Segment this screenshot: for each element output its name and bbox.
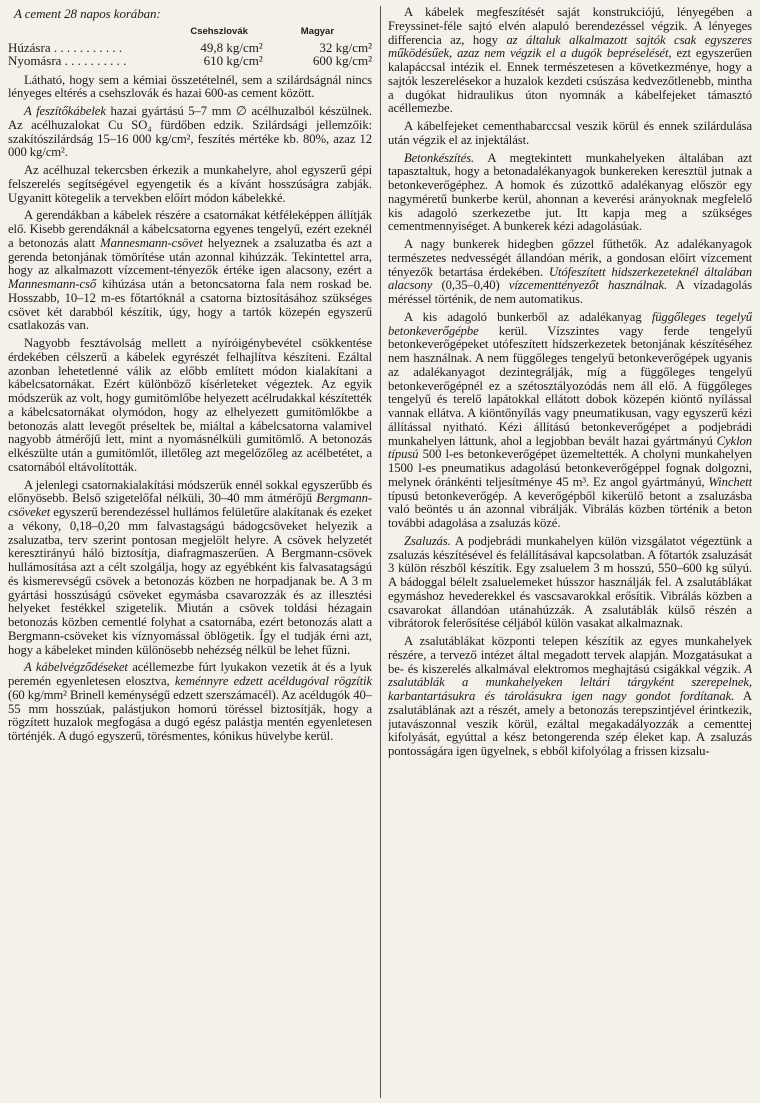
row-label: Nyomásra . . . . . . . . . . [8, 53, 127, 68]
paragraph: A kábelek megfeszítését saját konstrukciójú, lényegében a Freyssinet-féle sajtó elvén alapuló berendezéssel végzik. A lényeges differencia az, hogy az általuk alkalmazott sajtók csak egyszeres működésűek, azaz nem végzik el a dugók bepréselését, ezt egyszerűen kalapáccsal intézik el. Ennek természetesen a következménye, hogy a sajtók leszerelésekor a huzalok kezdeti csúszása kedvezőtlenebb, mintha a dugókat hidraulikus úton nyomnák a kábelfejeket támasztó acéllemezbe. [388, 6, 752, 116]
paragraph: A kábelvégződéseket acéllemezbe fúrt lyukakon vezetik át és a lyuk peremén egyenletesen elosztva, keménnyre edzett acéldugóval rögzítik (60 kg/mm² Brinell keménységű edzett szerszámacél). Az acéldugók 40–55 mm hosszúak, palástjukon homorú töréssel biztosítják, hogy a rögzített huzalok megfogása a dugó egész palástja mentén egyenletesen történjék. A dugó egyszerű, törésmentes, kónikus hüvelybe kerül. [8, 660, 372, 743]
table-row [8, 54, 372, 68]
row-value: 610 kg/cm² [203, 53, 263, 68]
paragraph: Betonkészítés. A megtekintett munkahelyeken általában azt tapasztaltuk, hogy a betonadalékanyagok bunkereken keresztül jutnak a betonkeverőgéphez. A homok és zúzottkő adalékanyag először egy nagyméretű bunkerbe kerül, ahonnan a keverési arányoknak megfelelő kis adagoló szerkezetbe jut. Itt kapja meg a szükséges cementmennyiséget. A bunkerek kézi adagolásúak. [388, 150, 752, 234]
left-column [8, 6, 372, 1100]
paragraph: A jelenlegi csatornakialakítási módszerük ennél sokkal egyszerűbb és előnyösebb. Belső szigetelőfal nélküli, 30–40 mm átmérőjű Bergmann-csöveket egyszerű berendezéssel hullámos felületűre alakítanak és ezeket a vékony, 0,18–0,20 mm falvastagságú bádogcsöveket helyezik a zsaluzatba, terv szerint pontosan megjelölt helyre. A csövek helyzetét keresztirányú háló biztosítja, diafragmaszerűen. A Bergmann-csövek hullámosítása azt a célt szolgálja, hogy az egyébként kis falvasatagságú és kismerevségű csövek a betonozás közben ne horpadjanak be. A 3 m gyártási hosszúságú csöveket egymásba csavarozzák és az illesztési helyeket festékkel szigetelik. Miután a csövek toldási hézagain betonozás közben cementlé folyhat a csatornába, ezért betonozás alatt a Bergmann-csöveket kis víznyomással öblögetik. Így el tudják érni azt, hogy a kábeleket minden különösebb nehézség nélkül be lehet fűzni. [8, 477, 372, 657]
right-column [388, 6, 752, 1100]
table-row [8, 41, 372, 55]
paragraph: A zsalutáblákat központi telepen készítik az egyes munkahelyek részére, a tervező intézet által megadott tervek alapján. Mozgatásukat a be- és kiszerelés alkalmával elektromos meghajtású csigákkal végzik. A zsalutáblák a munkahelyeken leltári tárgyként szerepelnek, karbantartásukra és tárolásukra igen nagy gondot fordítanak. A zsalutáblának azt a részét, amely a betonozás terepszintjével érintkezik, jutavászonnal veszik körül, ezáltal megakadályozzák a cementtej kifolyását, egyúttal a kész betongerenda szép éleket kap. A zsaluzás pontosságára igen ügyelnek, s ebből kifolyólag a frissen kizsalu- [388, 634, 752, 758]
cement-strength-table [8, 23, 372, 68]
paragraph: Az acélhuzal tekercsben érkezik a munkahelyre, ahol egyszerű gépi felszerelés segítségével egyengetik és a kívánt hosszúságra zabják. Ugyanitt kötegelik a tervekben előírt módon kábelekké. [8, 163, 372, 205]
col-header-hungarian: Magyar [300, 26, 335, 37]
row-label: Húzásra . . . . . . . . . . . [8, 39, 123, 55]
paragraph: A gerendákban a kábelek részére a csatornákat kétféleképpen állítják elő. Kisebb gerendáknál a kábelcsatorna egyenes tengelyű, ezért ezeknél a betonozás alatt Mannesmann-csövet helyeznek a zsaluzatba és azt a gerenda betonjának tömörítése után azonnal kihúzzák. Tekintettel arra, hogy az alkalmazott vízcement-tényezők értéke igen alacsony, ezért a Mannesmann-cső kihúzása után a betoncsatorna fala nem roskad be. Hosszabb, 10–12 m-es főtartóknál a csatorna biztosításához szükséges csövet két darabból készítik, úgy, hogy a tartók közepén egyszerű csatlakozás van. [8, 208, 372, 333]
table-heading: A cement 28 napos korában: [14, 6, 161, 21]
row-value: 32 kg/cm² [319, 39, 372, 55]
paragraph: A kábelfejeket cementhabarccsal veszik körül és ennek szilárdulása után végzik el az injektálást. [388, 119, 752, 147]
row-value: 600 kg/cm² [312, 53, 372, 68]
paragraph: A feszítőkábelek hazai gyártású 5–7 mm ∅ acélhuzalból készülnek. Az acélhuzalokat Cu SO₄ fürdőben edzik. Szilárdsági jellemzőik: szakítószilárdság 15–16 000 kg/cm², feszítés mértéke kb. 80%, azaz 12 000 kg/cm². [8, 104, 372, 160]
column-divider [380, 6, 381, 1098]
paragraph: Nagyobb fesztávolság mellett a nyíróigénybevétel csökkentése érdekében célszerű a kábelek egyrészét felhajlítva készíteni. Ezáltal azonban lehetetlenné válik az előbb említett módon kialakítani a kábelcsatornákat. Ezért különböző kísérleteket végeztek. Az egyik módszerük az volt, hogy gumitömlőbe helyezett acélrudakkal készítették a kábelcsatornákat olymódon, hogy az elhelyezett gumitömlőkbe a betonozás alatt levegőt préseltek be, miáltal a kábelcsatorna valamivel nagyobb átmérőjű lett, mint a nyomásnélküli gumitömlő. A betonozás elkészülte után a gumitömlőt, illetőleg azt megelőzőleg az acélbetétet, a csatornából eltávolították. [8, 336, 372, 474]
paragraph: Látható, hogy sem a kémiai összetételnél, sem a szilárdságnál nincs lényeges eltérés a csehszlovák és hazai 600-as cement között. [8, 72, 372, 101]
row-value: 49,8 kg/cm² [200, 39, 263, 55]
col-header-czechoslovak: Csehszlovák [190, 26, 248, 37]
paragraph: A nagy bunkerek hidegben gőzzel fűthetők. Az adalékanyagok természetes nedvességét állandóan mérik, a gondosan előírt vízcement tényezők betartása érdekében. Utófeszített hidszerkezeteknél általában alacsony (0,35–0,40) vízcementtényezőt használnak. A vízadagolás méréssel történik, de nem automatikus. [388, 237, 752, 306]
paragraph: Zsaluzás. A podjebrádi munkahelyen külön vizsgálatot végeztünk a zsaluzás készítésével és felállításával kapcsolatban. A főtartók zsaluzását 3 külön részből készítik. Egy zsaluelem 3 m hosszú, 550–600 kg súlyú. A bádoggal bélelt zsaluelemeket hússzor használják fel. A zsalutáblákat egymáshoz hevederekkel és vascsavarokkal erősítik. Vibrálás közben a csavarokat állandóan utánahúzzák. A zsalutáblák külső részén a vibrátorok felerősítése céljából külön vasakat alkalmaznak. [388, 533, 752, 631]
paragraph: A kis adagoló bunkerből az adalékanyag függőleges tegelyű betonkeverőgépbe kerül. Vízszintes vagy ferde tengelyű betonkeverőgépeket utófeszített hídszerkezetek betonjának készítéséhez nem használnak. A nem függőleges tengelyű betonkeverőgépek ugyanis az adalékanyagot dezintegrálják, míg a függőleges tengelyű betonkeverőgépnél ez a szétosztályozódás nem áll elő. A függőleges tengelyű és terelő lapátokkal ellátott dobok közepén kiöntő nyílással vannak ellátva. A kiöntőnyílás vagy pneumatikusan, vagy egyszerű kézi állítással nyitható. Kézi állítású betonkeverőgépet a podjebrádi munkahelyen láttunk, ahol a legjobban bevált hazai gyártmányú Cyklon típusú 500 l-es betonkeverőgépet üzemeltették. A cholyni munkahelyen 1500 l-es pneumatikus adagolású betonkeverőgéppel fognak dolgozni, melynek óránkénti teljesítménye 45 m³. Ez angol gyártmányú, Winchett típusú betonkeverőgép. A keverőgépből kikerülő betont a zsaluzásba való beöntés u án azonnal vibrálják. Vibrálás közben történik a beton további adagolása a zsaluzás közé. [388, 309, 752, 530]
